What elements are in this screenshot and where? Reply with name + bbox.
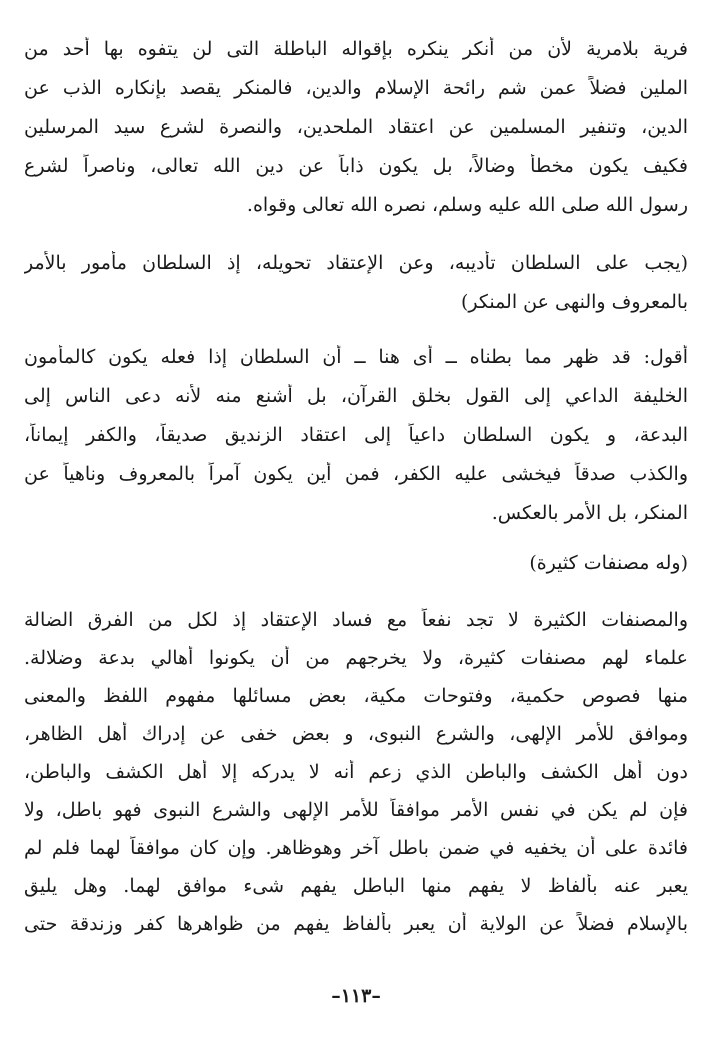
- paragraph-2-line-1: (يجب على السلطان تأديبه، وعن الإعتقاد تحويله، إذ السلطان مأمور بالأمر: [24, 252, 688, 274]
- page-number: –١١٣–: [331, 985, 381, 1007]
- paragraph-4-line-3: منها فصوص حكمية، وفتوحات مكية، بعض مسائلها مفهوم اللفظ والمعنى: [24, 685, 688, 707]
- paragraph-1-line-1: فرية بلامرية لأن من أنكر ينكره بإقواله الباطلة التى لن يتفوه بها أحد من: [24, 38, 688, 60]
- paragraph-3-line-4: والكذب صدقاً فيخشى عليه الكفر، فمن أين يكون آمراً بالمعروف وناهياً عن: [24, 463, 688, 485]
- paragraph-2-line-2: بالمعروف والنهى عن المنكر): [460, 291, 688, 313]
- paragraph-4-line-6: فإن لم يكن في نفس الأمر موافقاً للأمر الإلهى والشرع النبوى فهو باطل، ولا: [24, 799, 688, 821]
- paragraph-1-line-3: الدين، وتنفير المسلمين عن اعتقاد الملحدين، والنصرة لشرع سيد المرسلين: [24, 116, 688, 138]
- paragraph-1-line-2: الملين فضلاً عمن شم رائحة الإسلام والدين، فالمنكر يقصد بإنكاره الذب عن: [24, 77, 688, 99]
- paragraph-4-line-5: دون أهل الكشف والباطن الذي زعم أنه لا يدركه إلا أهل الكشف والباطن،: [24, 761, 688, 783]
- paragraph-4-line-4: وموافق للأمر الإلهى، والشرع النبوى، و بعض خفى عن إدراك أهل الظاهر،: [24, 723, 688, 745]
- paragraph-4-line-9: بالإسلام فضلاً عن الولاية أن يعبر بألفاظ يفهم من ظواهرها كفر وزندقة حتى: [24, 913, 688, 935]
- paragraph-3-line-3: البدعة، و يكون السلطان داعياً إلى اعتقاد الزنديق صديقاً، والكفر إيماناً،: [24, 424, 688, 446]
- paragraph-4-line-1: والمصنفات الكثيرة لا تجد نفعاً مع فساد الإعتقاد إذ لكل من الفرق الضالة: [24, 609, 688, 631]
- paragraph-4-line-7: فائدة على أن يخفيه في ضمن باطل آخر وهوظاهر. وإن كان موافقاً لهما فلم لم: [24, 837, 688, 859]
- paragraph-4-line-8: يعبر عنه بألفاظ لا يفهم منها الباطل يفهم شىء موافق لهما. وهل يليق: [24, 875, 688, 897]
- section-heading: (وله مصنفات كثيرة): [529, 552, 688, 574]
- paragraph-1-line-4: فكيف يكون مخطأ وضالاً، بل يكون ذاباً عن دين الله تعالى، وناصراً لشرع: [24, 155, 688, 177]
- document-page: [24, 0, 688, 1051]
- paragraph-1-line-5: رسول الله صلى الله عليه وسلم، نصره الله تعالى وقواه.: [246, 194, 688, 216]
- paragraph-3-line-5: المنكر، بل الأمر بالعكس.: [491, 502, 688, 524]
- paragraph-4-line-2: علماء لهم مصنفات كثيرة، ولا يخرجهم من أن يكونوا أهالي بدعة وضلالة.: [24, 647, 688, 669]
- paragraph-3-line-2: الخليفة الداعي إلى القول بخلق القرآن، بل أشنع منه لأنه دعى الناس إلى: [24, 385, 688, 407]
- paragraph-3-line-1: أقول: قد ظهر مما بطناه ــ أى هنا ــ أن السلطان إذا فعله يكون كالمأمون: [24, 346, 688, 368]
